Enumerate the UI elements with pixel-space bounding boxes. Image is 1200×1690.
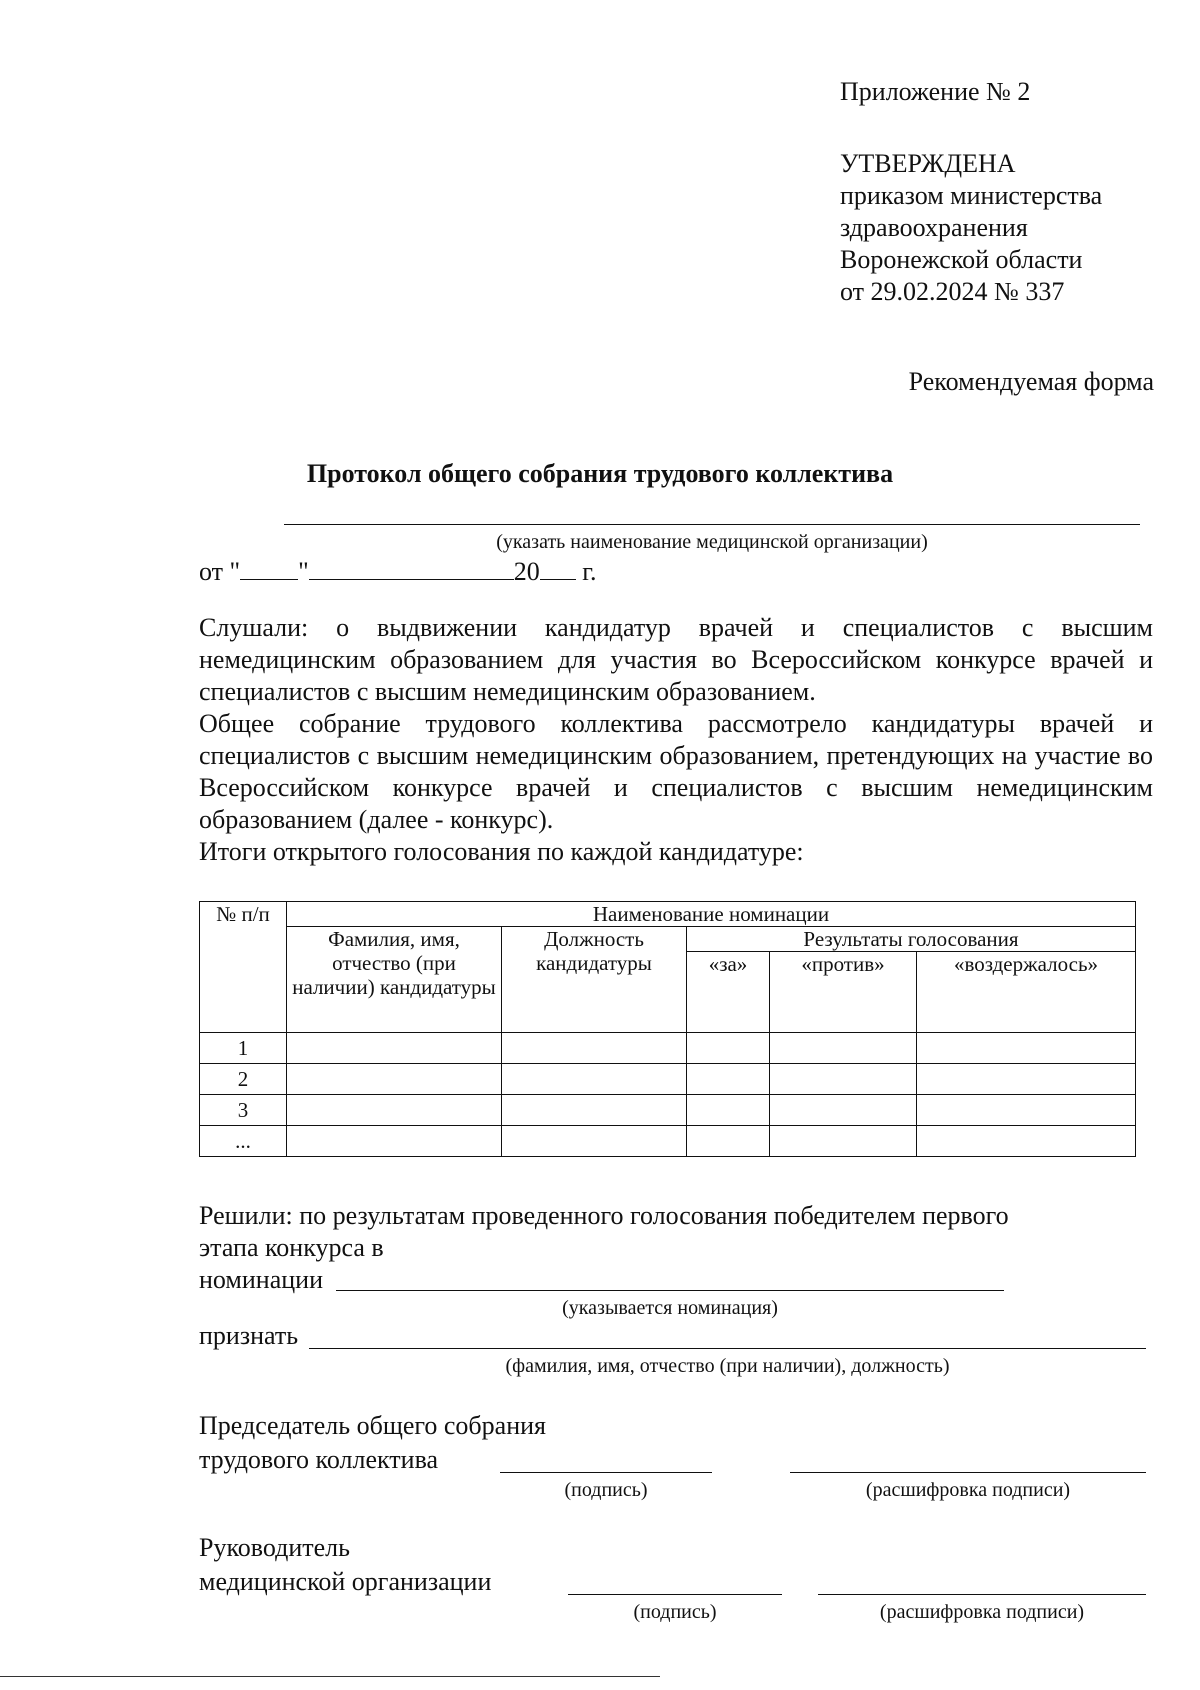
chairman-line-2: трудового коллектива xyxy=(199,1445,439,1474)
position-cell[interactable] xyxy=(502,1095,687,1126)
votes-against-header: «против» xyxy=(770,952,917,1033)
table-row xyxy=(200,1095,1136,1126)
position-header: Должность кандидатуры xyxy=(502,927,687,1033)
date-prefix: от " xyxy=(199,557,241,586)
date-month-blank[interactable] xyxy=(309,557,514,580)
nomination-line[interactable] xyxy=(336,1290,1004,1291)
approved-label: УТВЕРЖДЕНА xyxy=(840,149,1016,178)
fio-cell[interactable] xyxy=(287,1033,502,1064)
winner-hint: (фамилия, имя, отчество (при наличии), должность) xyxy=(505,1355,950,1377)
approved-line-4: от 29.02.2024 № 337 xyxy=(840,277,1065,306)
date-mid: " xyxy=(298,557,309,586)
protocol-body xyxy=(199,612,1153,868)
decision-line-1: Решили: по результатам проведенного голосования победителем первого xyxy=(199,1201,1009,1230)
for-cell[interactable] xyxy=(687,1126,770,1157)
organization-hint: (указать наименование медицинской организации) xyxy=(496,531,928,553)
date-year-prefix: 20 xyxy=(513,557,540,586)
chairman-decode-line[interactable] xyxy=(790,1472,1146,1473)
for-cell[interactable] xyxy=(687,1095,770,1126)
results-header: Результаты голосования xyxy=(687,927,1136,952)
table-row xyxy=(200,1033,1136,1064)
date-year-blank[interactable] xyxy=(540,557,576,580)
chairman-decode-hint: (расшифровка подписи) xyxy=(865,1479,1071,1501)
approval-block xyxy=(840,148,1102,308)
votes-for-header: «за» xyxy=(687,952,770,1033)
abstain-cell[interactable] xyxy=(917,1064,1136,1095)
approved-line-2: здравоохранения xyxy=(840,213,1028,242)
against-cell[interactable] xyxy=(770,1095,917,1126)
document-title: Протокол общего собрания трудового коллектива xyxy=(306,459,894,488)
voting-results-table xyxy=(199,901,1136,1157)
annex-label: Приложение № 2 xyxy=(840,77,1031,106)
abstain-cell[interactable] xyxy=(917,1033,1136,1064)
organization-name-line[interactable] xyxy=(284,524,1140,525)
col-number-header: № п/п xyxy=(200,902,287,1033)
fio-cell[interactable] xyxy=(287,1064,502,1095)
position-cell[interactable] xyxy=(502,1064,687,1095)
head-line-2: медицинской организации xyxy=(199,1567,492,1596)
fio-cell[interactable] xyxy=(287,1095,502,1126)
abstain-cell[interactable] xyxy=(917,1095,1136,1126)
position-cell[interactable] xyxy=(502,1033,687,1064)
for-cell[interactable] xyxy=(687,1033,770,1064)
table-row xyxy=(200,1064,1136,1095)
nomination-label: номинации xyxy=(199,1265,323,1294)
row-number: 1 xyxy=(200,1033,287,1064)
votes-abstain-header: «воздержалось» xyxy=(917,952,1136,1033)
date-suffix: г. xyxy=(582,557,597,586)
row-number: ... xyxy=(200,1126,287,1157)
review-paragraph: Общее собрание трудового коллектива рассмотрело кандидатуры врачей и специалистов с высшим немедицинским образованием, претендующих на участие во Всероссийском конкурсе врачей и специалистов с высшим немедицинским образованием (далее - конкурс). xyxy=(199,709,1153,834)
winner-line[interactable] xyxy=(309,1348,1146,1349)
heard-paragraph: Слушали: о выдвижении кандидатур врачей и специалистов с высшим немедицинским образованием для участия во Всероссийском конкурсе врачей и специалистов с высшим немедицинским образованием. xyxy=(199,613,1153,706)
position-cell[interactable] xyxy=(502,1126,687,1157)
decision-line-2: этапа конкурса в xyxy=(199,1233,384,1262)
fio-header: Фамилия, имя, отчество (при наличии) кандидатуры xyxy=(287,927,502,1033)
head-decode-line[interactable] xyxy=(818,1594,1146,1595)
against-cell[interactable] xyxy=(770,1033,917,1064)
results-intro: Итоги открытого голосования по каждой кандидатуре: xyxy=(199,837,804,866)
date-line xyxy=(199,556,597,588)
for-cell[interactable] xyxy=(687,1064,770,1095)
abstain-cell[interactable] xyxy=(917,1126,1136,1157)
head-signature-line[interactable] xyxy=(568,1594,782,1595)
fio-cell[interactable] xyxy=(287,1126,502,1157)
head-decode-hint: (расшифровка подписи) xyxy=(879,1601,1085,1623)
chairman-sign-hint: (подпись) xyxy=(564,1479,648,1501)
head-sign-hint: (подпись) xyxy=(633,1601,717,1623)
approved-line-3: Воронежской области xyxy=(840,245,1083,274)
row-number: 3 xyxy=(200,1095,287,1126)
page-bottom-rule xyxy=(0,1676,660,1677)
against-cell[interactable] xyxy=(770,1064,917,1095)
nomination-hint: (указывается номинация) xyxy=(562,1297,778,1319)
nomination-header: Наименование номинации xyxy=(287,902,1136,927)
recommended-form-label: Рекомендуемая форма xyxy=(908,367,1154,396)
recognize-label: признать xyxy=(199,1321,299,1350)
table-row xyxy=(200,1126,1136,1157)
chairman-signature-line[interactable] xyxy=(500,1472,712,1473)
date-day-blank[interactable] xyxy=(240,557,298,580)
against-cell[interactable] xyxy=(770,1126,917,1157)
head-line-1: Руководитель xyxy=(199,1533,350,1562)
chairman-line-1: Председатель общего собрания xyxy=(199,1411,546,1440)
approved-line-1: приказом министерства xyxy=(840,181,1103,210)
row-number: 2 xyxy=(200,1064,287,1095)
